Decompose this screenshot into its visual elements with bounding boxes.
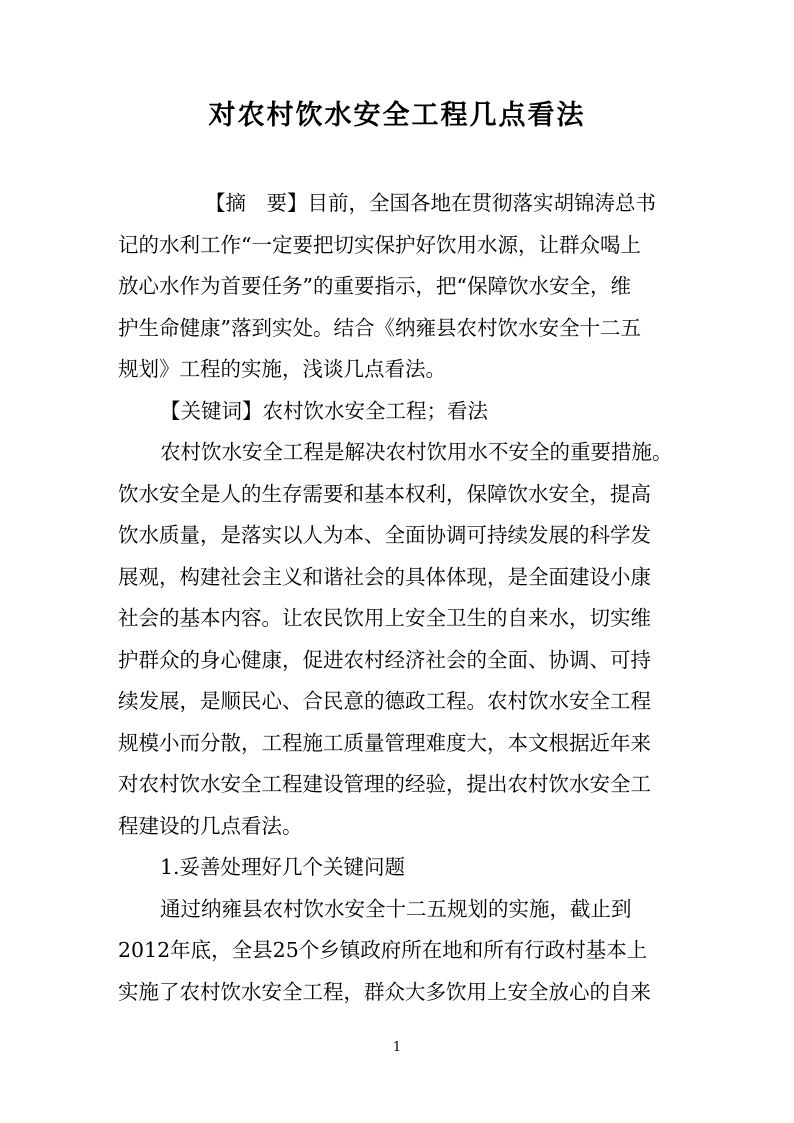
section-line-1: 通过纳雍县农村饮水安全十二五规划的实施，截止到	[160, 897, 632, 921]
keywords-line: 【关键词】农村饮水安全工程；看法	[160, 399, 488, 423]
abstract-line-1: 【摘 要】目前，全国各地在贯彻落实胡锦涛总书	[205, 191, 656, 215]
body-line-9: 对农村饮水安全工程建设管理的经验，提出农村饮水安全工	[118, 772, 651, 796]
section-line-3: 实施了农村饮水安全工程，群众大多饮用上安全放心的自来	[118, 980, 651, 1004]
body-line-4: 展观，构建社会主义和谐社会的具体体现，是全面建设小康	[118, 565, 651, 589]
body-line-5: 社会的基本内容。让农民饮用上安全卫生的自来水，切实维	[118, 606, 651, 630]
page-number: 1	[392, 1040, 402, 1055]
body-line-8: 规模小而分散，工程施工质量管理难度大，本文根据近年来	[118, 731, 651, 755]
document-title: 对农村饮水安全工程几点看法	[208, 100, 586, 131]
abstract-line-5: 规划》工程的实施，浅谈几点看法。	[118, 357, 446, 381]
abstract-line-2: 记的水利工作“一定要把切实保护好饮用水源，让群众喝上	[118, 233, 641, 257]
section-heading-1: 1.妥善处理好几个关键问题	[160, 855, 406, 879]
section-line-2: 2012年底，全县25个乡镇政府所在地和所有行政村基本上	[118, 938, 648, 962]
abstract-line-3: 放心水作为首要任务”的重要指示，把“保障饮水安全，维	[118, 274, 631, 298]
abstract-line-4: 护生命健康”落到实处。结合《纳雍县农村饮水安全十二五	[118, 316, 641, 340]
body-line-6: 护群众的身心健康，促进农村经济社会的全面、协调、可持	[118, 648, 651, 672]
body-line-1: 农村饮水安全工程是解决农村饮用水不安全的重要措施。	[160, 440, 673, 464]
body-line-2: 饮水安全是人的生存需要和基本权利，保障饮水安全，提高	[118, 482, 651, 506]
body-line-10: 程建设的几点看法。	[118, 814, 303, 838]
body-line-3: 饮水质量，是落实以人为本、全面协调可持续发展的科学发	[118, 523, 651, 547]
body-line-7: 续发展，是顺民心、合民意的德政工程。农村饮水安全工程	[118, 689, 651, 713]
